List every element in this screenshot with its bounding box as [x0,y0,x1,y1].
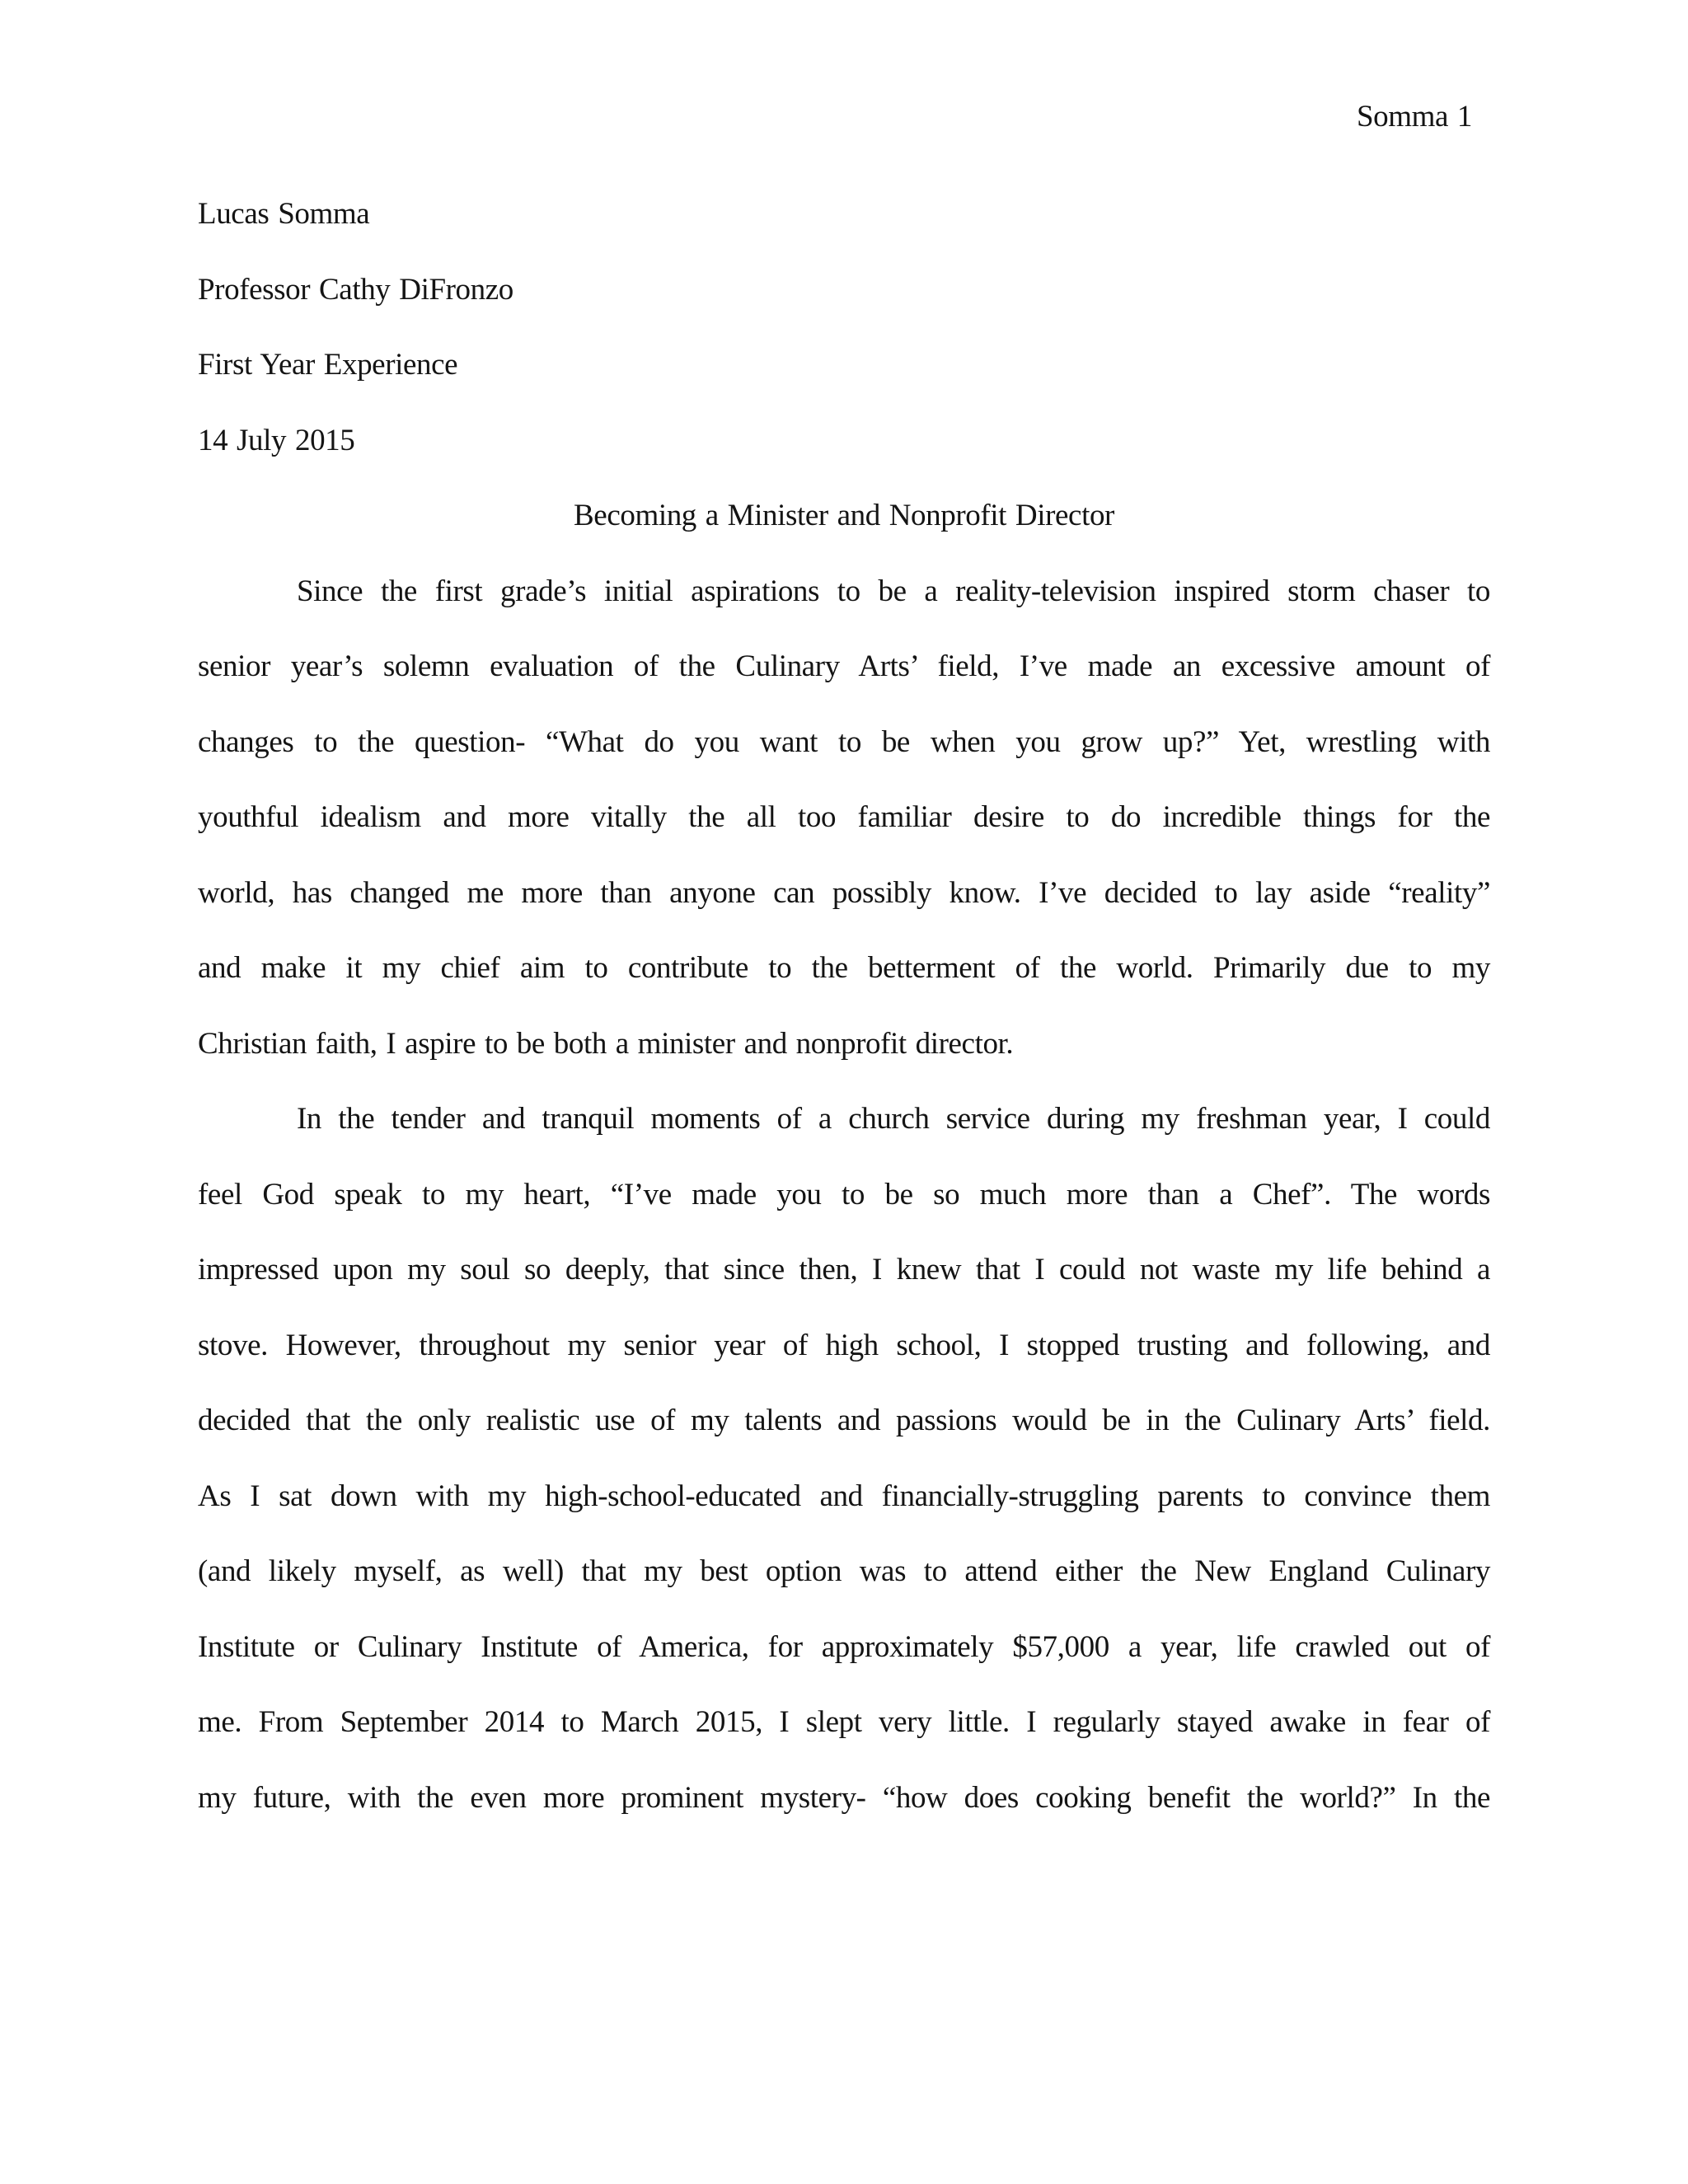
paragraph-line: impressed upon my soul so deeply, that since then, I knew that I could not waste my life behind a [198,1253,1490,1286]
paragraph-line: youthful idealism and more vitally the all too familiar desire to do incredible things for the [198,800,1490,834]
paragraph-line: changes to the question- “What do you want to be when you grow up?” Yet, wrestling with [198,725,1490,759]
author-name: Lucas Somma [198,197,370,231]
paragraph-line: my future, with the even more prominent mystery- “how does cooking benefit the world?” In the [198,1781,1490,1815]
paragraph-line: Institute or Culinary Institute of America, for approximately $57,000 a year, life crawled out of [198,1630,1490,1664]
paragraph-line: world, has changed me more than anyone can possibly know. I’ve decided to lay aside “reality” [198,876,1490,910]
paragraph-line: Christian faith, I aspire to be both a minister and nonprofit director. [198,1027,1014,1061]
paragraph-line: senior year’s solemn evaluation of the Culinary Arts’ field, I’ve made an excessive amount of [198,649,1490,683]
paragraph-line: and make it my chief aim to contribute to the betterment of the world. Primarily due to my [198,951,1490,985]
paragraph-line: (and likely myself, as well) that my best option was to attend either the New England Culinary [198,1554,1490,1588]
running-head: Somma 1 [1356,100,1472,134]
paragraph-line: decided that the only realistic use of my talents and passions would be in the Culinary Arts’ field. [198,1404,1490,1437]
instructor-name: Professor Cathy DiFronzo [198,273,513,307]
paragraph-line: me. From September 2014 to March 2015, I slept very little. I regularly stayed awake in fear of [198,1705,1490,1739]
paragraph-line: Since the first grade’s initial aspirations to be a reality-television inspired storm chaser to [297,574,1490,608]
essay-title: Becoming a Minister and Nonprofit Director [574,499,1114,532]
paragraph-line: stove. However, throughout my senior year of high school, I stopped trusting and following, and [198,1329,1490,1362]
course-name: First Year Experience [198,348,458,382]
paragraph-line: As I sat down with my high-school-educated and financially-struggling parents to convince them [198,1479,1490,1513]
document-date: 14 July 2015 [198,424,355,457]
paragraph-line: feel God speak to my heart, “I’ve made you to be so much more than a Chef”. The words [198,1178,1490,1212]
paragraph-line: In the tender and tranquil moments of a church service during my freshman year, I could [297,1102,1490,1136]
